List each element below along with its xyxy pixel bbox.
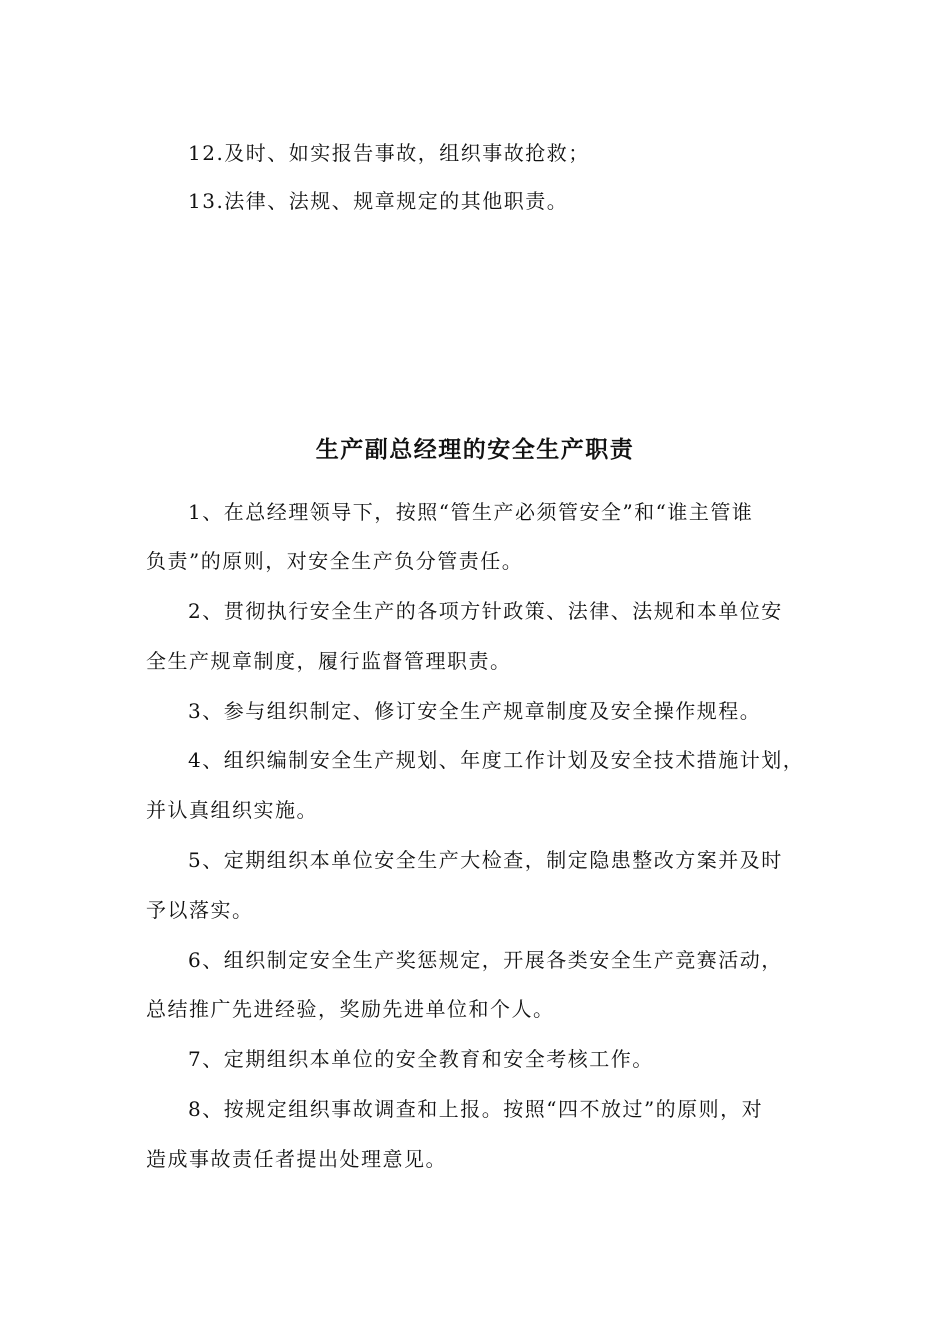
duty-5-line-1: 5、定期组织本单位安全生产大检查，制定隐患整改方案并及时 <box>188 848 783 872</box>
duty-4-line-1: 4、组织编制安全生产规划、年度工作计划及安全技术措施计划， <box>188 748 805 772</box>
duty-8-line-1: 8、按规定组织事故调查和上报。按照“四不放过”的原则，对 <box>188 1097 764 1121</box>
duty-1-line-2: 负责”的原则，对安全生产负分管责任。 <box>146 549 524 573</box>
prev-item-13: 13.法律、法规、规章规定的其他职责。 <box>188 189 569 213</box>
duty-6-line-2: 总结推广先进经验，奖励先进单位和个人。 <box>146 997 555 1021</box>
duty-2-line-1: 2、贯彻执行安全生产的各项方针政策、法律、法规和本单位安 <box>188 599 783 623</box>
prev-item-12: 12.及时、如实报告事故，组织事故抢救； <box>188 141 590 165</box>
duty-3-line-1: 3、参与组织制定、修订安全生产规章制度及安全操作规程。 <box>188 699 762 723</box>
duty-2-line-2: 全生产规章制度，履行监督管理职责。 <box>146 649 512 673</box>
duty-5-line-2: 予以落实。 <box>146 898 254 922</box>
duty-4-line-2: 并认真组织实施。 <box>146 798 318 822</box>
duty-6-line-1: 6、组织制定安全生产奖惩规定，开展各类安全生产竞赛活动， <box>188 948 783 972</box>
duty-8-line-2: 造成事故责任者提出处理意见。 <box>146 1147 447 1171</box>
duty-1-line-1: 1、在总经理领导下，按照“管生产必须管安全”和“谁主管谁 <box>188 500 754 524</box>
duty-7-line-1: 7、定期组织本单位的安全教育和安全考核工作。 <box>188 1047 654 1071</box>
section-title: 生产副总经理的安全生产职责 <box>315 437 635 463</box>
